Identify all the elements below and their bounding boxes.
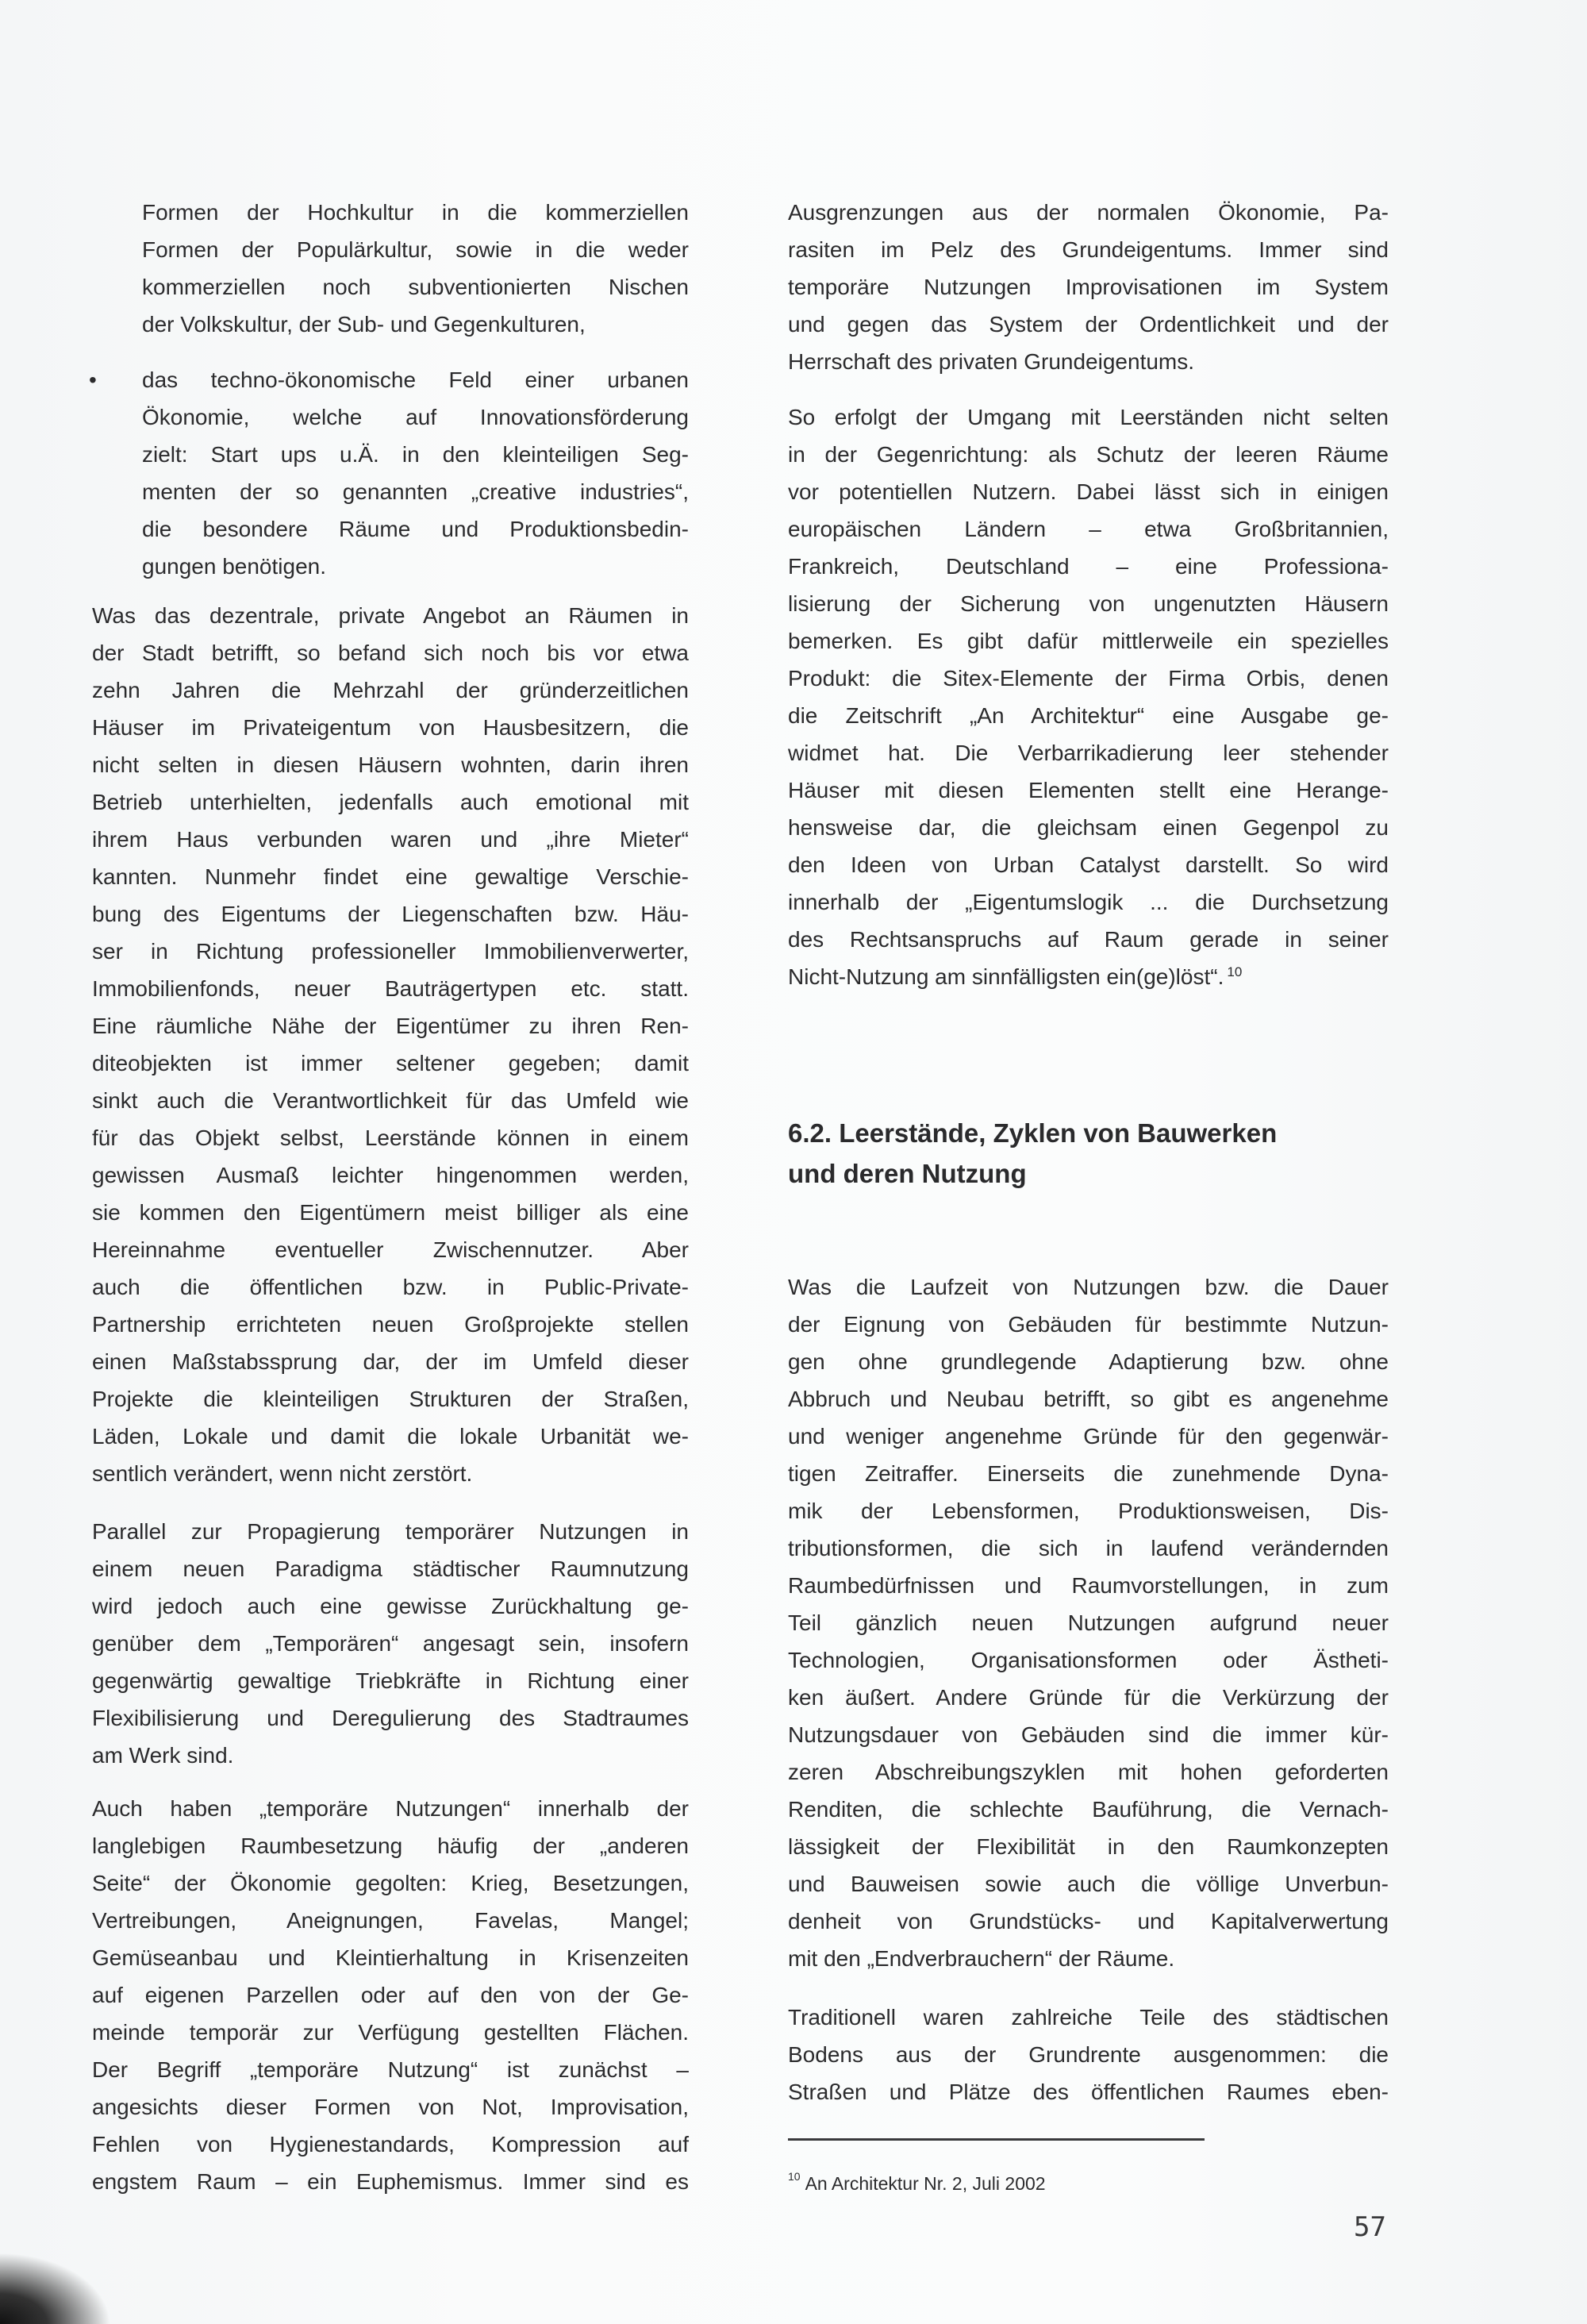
text-line: Der Begriff „temporäre Nutzung“ ist zunächst –: [92, 2057, 689, 2082]
text-line: Häuser im Privateigentum von Hausbesitzern, die: [92, 715, 689, 740]
text-line: Traditionell waren zahlreiche Teile des städtischen: [788, 2005, 1389, 2030]
text-line: tigen Zeitraffer. Einerseits die zunehmende Dyna-: [788, 1461, 1389, 1486]
text-line: des Rechtsanspruchs auf Raum gerade in seiner: [788, 927, 1389, 952]
text-line: lässigkeit der Flexibilität in den Raumkonzepten: [788, 1834, 1389, 1859]
text-line: genüber dem „Temporären“ angesagt sein, insofern: [92, 1631, 689, 1656]
paragraph: [788, 194, 1389, 380]
text-line: mik der Lebensformen, Produktionsweisen, Dis-: [788, 1499, 1389, 1523]
text-line: Seite“ der Ökonomie gegolten: Krieg, Besetzungen,: [92, 1871, 689, 1895]
text-line: ken äußert. Andere Gründe für die Verkürzung der: [788, 1685, 1389, 1710]
text-line: auf eigenen Parzellen oder auf den von der Ge-: [92, 1983, 689, 2007]
text-line: in der Gegenrichtung: als Schutz der leeren Räume: [788, 442, 1389, 467]
text-line: Straßen und Plätze des öffentlichen Raumes eben-: [788, 2080, 1389, 2104]
text-line: menten der so genannten „creative industries“,: [142, 479, 689, 504]
section-heading: [788, 1113, 1277, 1194]
text-line: zeren Abschreibungszyklen mit hohen geforderten: [788, 1760, 1389, 1784]
text-line: und weniger angenehme Gründe für den gegenwär-: [788, 1424, 1389, 1449]
text-line: Teil gänzlich neuen Nutzungen aufgrund neuer: [788, 1610, 1389, 1635]
text-line: wird jedoch auch eine gewisse Zurückhaltung ge-: [92, 1594, 689, 1618]
text-line: bung des Eigentums der Liegenschaften bzw. Häu-: [92, 902, 689, 926]
text-line: mit den „Endverbrauchern“ der Räume.: [788, 1946, 1175, 1971]
text-line: So erfolgt der Umgang mit Leerständen nicht selten: [788, 405, 1389, 429]
text-line: Technologien, Organisationsformen oder Ästheti-: [788, 1648, 1389, 1672]
text-line: Häuser mit diesen Elementen stellt eine Herange-: [788, 778, 1389, 802]
text-line: Auch haben „temporäre Nutzungen“ innerhalb der: [92, 1796, 689, 1821]
text-line: Formen der Populärkultur, sowie in die weder: [142, 237, 689, 262]
footnote-number: 10: [788, 2170, 801, 2183]
text-line: Projekte die kleinteiligen Strukturen der Straßen,: [92, 1387, 689, 1411]
text-line: einen Maßstabssprung dar, der im Umfeld dieser: [92, 1349, 689, 1374]
text-line: widmet hat. Die Verbarrikadierung leer stehender: [788, 741, 1389, 765]
text-line: rasiten im Pelz des Grundeigentums. Immer sind: [788, 237, 1389, 262]
heading-line: 6.2. Leerstände, Zyklen von Bauwerken: [788, 1118, 1278, 1148]
text-line: [788, 958, 1389, 995]
text-line: gen ohne grundlegende Adaptierung bzw. ohne: [788, 1349, 1389, 1374]
text-line: gewissen Ausmaß leichter hingenommen werden,: [92, 1163, 689, 1187]
text-line: und Bauweisen sowie auch die völlige Unverbun-: [788, 1872, 1389, 1896]
text-line: Parallel zur Propagierung temporärer Nutzungen in: [92, 1519, 689, 1544]
text-line: zielt: Start ups u.Ä. in den kleinteiligen Seg-: [142, 442, 689, 467]
text-line: meinde temporär zur Verfügung gestellten Flächen.: [92, 2020, 689, 2045]
text-line: Fehlen von Hygienestandards, Kompression auf: [92, 2132, 689, 2157]
text-line: Ökonomie, welche auf Innovationsförderung: [142, 405, 689, 429]
text-line: denheit von Grundstücks- und Kapitalverwertung: [788, 1909, 1389, 1933]
paragraph: [92, 597, 689, 1492]
text-line: Läden, Lokale und damit die lokale Urbanität we-: [92, 1424, 689, 1449]
text-line: Bodens aus der Grundrente ausgenommen: die: [788, 2042, 1389, 2067]
text-line: auch die öffentlichen bzw. in Public-Private-: [92, 1275, 689, 1299]
text-line: Vertreibungen, Aneignungen, Favelas, Mangel;: [92, 1908, 689, 1933]
footnote: [788, 2170, 1046, 2195]
text-line: die Zeitschrift „An Architektur“ eine Ausgabe ge-: [788, 703, 1389, 728]
text-line: den Ideen von Urban Catalyst darstellt. So wird: [788, 852, 1389, 877]
text-line: vor potentiellen Nutzern. Dabei lässt sich in einigen: [788, 479, 1389, 504]
text-line: sinkt auch die Verantwortlichkeit für das Umfeld wie: [92, 1088, 689, 1113]
text-line: diteobjekten ist immer seltener gegeben; damit: [92, 1051, 689, 1075]
footnote-reference: 10: [1227, 964, 1243, 979]
text-line: ihrem Haus verbunden waren und „ihre Mieter“: [92, 827, 689, 852]
text-line: der Volkskultur, der Sub- und Gegenkulturen,: [142, 312, 586, 337]
paragraph: [92, 1513, 689, 1774]
text-line: hensweise dar, die gleichsam einen Gegenpol zu: [788, 815, 1389, 840]
text-line: Was die Laufzeit von Nutzungen bzw. die Dauer: [788, 1275, 1389, 1299]
text-line: einem neuen Paradigma städtischer Raumnutzung: [92, 1556, 689, 1581]
text-line: für das Objekt selbst, Leerstände können in einem: [92, 1125, 689, 1150]
paragraph: [788, 1268, 1389, 1977]
text-line: Frankreich, Deutschland – eine Professiona-: [788, 554, 1389, 579]
text-line: Produkt: die Sitex-Elemente der Firma Orbis, denen: [788, 666, 1389, 691]
paragraph: [142, 194, 689, 343]
text-line: sie kommen den Eigentümern meist billiger als eine: [92, 1200, 689, 1225]
text-line: gegenwärtig gewaltige Triebkräfte in Richtung einer: [92, 1668, 689, 1693]
text-line: Ausgrenzungen aus der normalen Ökonomie, Pa-: [788, 200, 1389, 225]
footnote-text: An Architektur Nr. 2, Juli 2002: [805, 2173, 1046, 2194]
text-line: Hereinnahme eventueller Zwischennutzer. Aber: [92, 1237, 689, 1262]
text-line: Renditen, die schlechte Bauführung, die Vernach-: [788, 1797, 1389, 1822]
text-line: Immobilienfonds, neuer Bauträgertypen etc. statt.: [92, 976, 689, 1001]
text-line: europäischen Ländern – etwa Großbritannien,: [788, 517, 1389, 541]
text-line: angesichts dieser Formen von Not, Improvisation,: [92, 2095, 689, 2119]
text-line: Eine räumliche Nähe der Eigentümer zu ihren Ren-: [92, 1014, 689, 1038]
text-line: langlebigen Raumbesetzung häufig der „anderen: [92, 1833, 689, 1858]
paragraph: [788, 398, 1389, 995]
text-line: Formen der Hochkultur in die kommerziellen: [142, 200, 689, 225]
text-line: innerhalb der „Eigentumslogik ... die Durchsetzung: [788, 890, 1389, 914]
text-line: der Eignung von Gebäuden für bestimmte Nutzun-: [788, 1312, 1389, 1337]
page-number: 57: [1354, 2211, 1386, 2243]
text-line: Flexibilisierung und Deregulierung des Stadtraumes: [92, 1706, 689, 1730]
text-line: Raumbedürfnissen und Raumvorstellungen, in zum: [788, 1573, 1389, 1598]
text-line: zehn Jahren die Mehrzahl der gründerzeitlichen: [92, 678, 689, 702]
text-line: temporäre Nutzungen Improvisationen im System: [788, 275, 1389, 299]
text-line: ser in Richtung professioneller Immobilienverwerter,: [92, 939, 689, 964]
text-line: kannten. Nunmehr findet eine gewaltige Verschie-: [92, 864, 689, 889]
text-line: Nutzungsdauer von Gebäuden sind die immer kür-: [788, 1722, 1389, 1747]
text-line: Partnership errichteten neuen Großprojekte stellen: [92, 1312, 689, 1337]
text-line: nicht selten in diesen Häusern wohnten, darin ihren: [92, 752, 689, 777]
footnote-divider: [788, 2138, 1205, 2141]
text-line: gungen benötigen.: [142, 554, 326, 579]
bullet-list-item: [142, 361, 689, 585]
text-line: Was das dezentrale, private Angebot an Räumen in: [92, 603, 689, 628]
text-line: bemerken. Es gibt dafür mittlerweile ein spezielles: [788, 629, 1389, 653]
text-line: Abbruch und Neubau betrifft, so gibt es angenehme: [788, 1387, 1389, 1411]
text-line: Betrieb unterhielten, jedenfalls auch emotional mit: [92, 790, 689, 814]
text-line: die besondere Räume und Produktionsbedin-: [142, 517, 689, 541]
text-line: der Stadt betrifft, so befand sich noch bis vor etwa: [92, 641, 689, 665]
text-line: am Werk sind.: [92, 1743, 234, 1768]
text-line: und gegen das System der Ordentlichkeit und der: [788, 312, 1389, 337]
text-line: tributionsformen, die sich in laufend verändernden: [788, 1536, 1389, 1560]
heading-line: und deren Nutzung: [788, 1159, 1027, 1188]
paragraph: [788, 1999, 1389, 2110]
text-line: lisierung der Sicherung von ungenutzten Häusern: [788, 591, 1389, 616]
paragraph: [92, 1790, 689, 2200]
text-line: engstem Raum – ein Euphemismus. Immer sind es: [92, 2169, 689, 2194]
text-line: kommerziellen noch subventionierten Nischen: [142, 275, 689, 299]
text-line: Gemüseanbau und Kleintierhaltung in Krisenzeiten: [92, 1945, 689, 1970]
text-line: sentlich verändert, wenn nicht zerstört.: [92, 1461, 473, 1486]
bullet-icon: •: [89, 367, 97, 392]
text-line: Herrschaft des privaten Grundeigentums.: [788, 349, 1195, 374]
text-line: das techno-ökonomische Feld einer urbanen: [142, 367, 689, 392]
scan-shadow: [0, 2253, 111, 2324]
text-line-content: Nicht-Nutzung am sinnfälligsten ein(ge)löst“.: [788, 964, 1224, 989]
